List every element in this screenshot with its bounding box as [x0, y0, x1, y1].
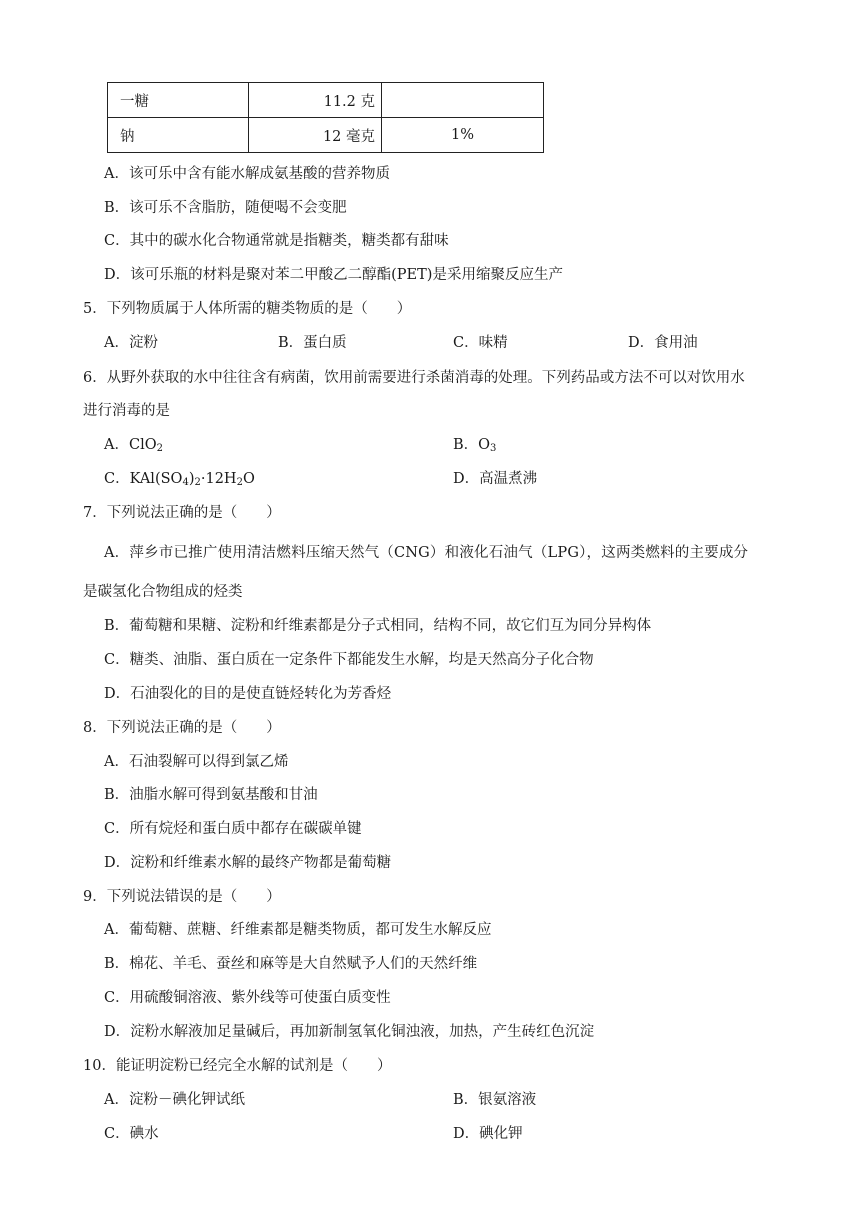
q5-option-c: C．味精	[453, 335, 508, 351]
nutrition-table	[107, 82, 544, 153]
q4-option-c: C．其中的碳水化合物通常就是指糖类，糖类都有甜味	[104, 233, 449, 249]
table-row	[108, 83, 544, 118]
q8-option-d: D．淀粉和纤维素水解的最终产物都是葡萄糖	[104, 855, 392, 871]
q6-stem-line2: 进行消毒的是	[83, 403, 170, 419]
q10-option-a: A．淀粉－碘化钾试纸	[104, 1092, 245, 1108]
q6-option-c	[104, 469, 255, 489]
table-cell-amount: 11.2 克	[249, 83, 382, 118]
q4-option-d: D．该可乐瓶的材料是聚对苯二甲酸乙二醇酯(PET)是采用缩聚反应生产	[104, 267, 563, 283]
q6-stem-line1: 6．从野外获取的水中往往含有病菌，饮用前需要进行杀菌消毒的处理。下列药品或方法不可以对饮用水	[83, 370, 745, 386]
q5-option-b: B．蛋白质	[278, 335, 347, 351]
q10-option-b: B．银氨溶液	[453, 1092, 537, 1108]
q6-option-a	[104, 435, 163, 455]
q7-option-a-line2: 是碳氢化合物组成的烃类	[83, 584, 243, 600]
q6-option-b	[453, 435, 496, 455]
q7-option-c: C．糖类、油脂、蛋白质在一定条件下都能发生水解，均是天然高分子化合物	[104, 652, 594, 668]
q9-option-a: A．葡萄糖、蔗糖、纤维素都是糖类物质，都可发生水解反应	[104, 922, 492, 938]
q9-option-b: B．棉花、羊毛、蚕丝和麻等是大自然赋予人们的天然纤维	[104, 956, 478, 972]
table-cell-percent	[382, 83, 544, 118]
q6-option-a-text: A．ClO	[104, 437, 157, 453]
q7-stem: 7．下列说法正确的是（ ）	[83, 505, 281, 521]
q6-option-c-text: ·12H	[200, 471, 237, 487]
q9-stem: 9．下列说法错误的是（ ）	[83, 889, 281, 905]
q7-option-a-line1: A．萍乡市已推广使用清洁燃料压缩天然气（CNG）和液化石油气（LPG），这两类燃料的主要成分	[104, 545, 749, 561]
q9-option-c: C．用硫酸铜溶液、紫外线等可使蛋白质变性	[104, 990, 391, 1006]
q8-option-b: B．油脂水解可得到氨基酸和甘油	[104, 787, 318, 803]
q4-option-a: A．该可乐中含有能水解成氨基酸的营养物质	[104, 166, 390, 182]
q6-option-c-text: )	[188, 471, 195, 487]
subscript: 2	[156, 443, 163, 454]
table-row	[108, 118, 544, 153]
subscript: 2	[194, 477, 201, 488]
subscript: 2	[236, 477, 243, 488]
q8-option-c: C．所有烷烃和蛋白质中都存在碳碳单键	[104, 821, 362, 837]
q6-option-d: D．高温煮沸	[453, 471, 538, 487]
q5-stem: 5．下列物质属于人体所需的糖类物质的是（ ）	[83, 301, 412, 317]
subscript: 3	[490, 443, 497, 454]
q5-option-a: A．淀粉	[104, 335, 158, 351]
q7-option-b: B．葡萄糖和果糖、淀粉和纤维素都是分子式相同，结构不同，故它们互为同分异构体	[104, 618, 652, 634]
table-cell-amount: 12 毫克	[249, 118, 382, 153]
q6-option-b-text: B．O	[453, 437, 491, 453]
q8-option-a: A．石油裂解可以得到氯乙烯	[104, 754, 289, 770]
q6-option-c-text: O	[242, 471, 255, 487]
q7-option-d: D．石油裂化的目的是使直链烃转化为芳香烃	[104, 686, 392, 702]
q5-option-d: D．食用油	[628, 335, 698, 351]
q10-option-d: D．碘化钾	[453, 1126, 523, 1142]
table-cell-name: 钠	[108, 118, 249, 153]
table-cell-name: 一糖	[108, 83, 249, 118]
q10-option-c: C．碘水	[104, 1126, 159, 1142]
q10-stem: 10．能证明淀粉已经完全水解的试剂是（ ）	[83, 1058, 392, 1074]
subscript: 4	[182, 477, 189, 488]
q4-option-b: B．该可乐不含脂肪，随便喝不会变肥	[104, 200, 347, 216]
q8-stem: 8．下列说法正确的是（ ）	[83, 720, 281, 736]
q9-option-d: D．淀粉水解液加足量碱后，再加新制氢氧化铜浊液，加热，产生砖红色沉淀	[104, 1024, 595, 1040]
q6-option-c-text: C．KAl(SO	[104, 471, 183, 487]
table-cell-percent: 1%	[382, 118, 544, 153]
